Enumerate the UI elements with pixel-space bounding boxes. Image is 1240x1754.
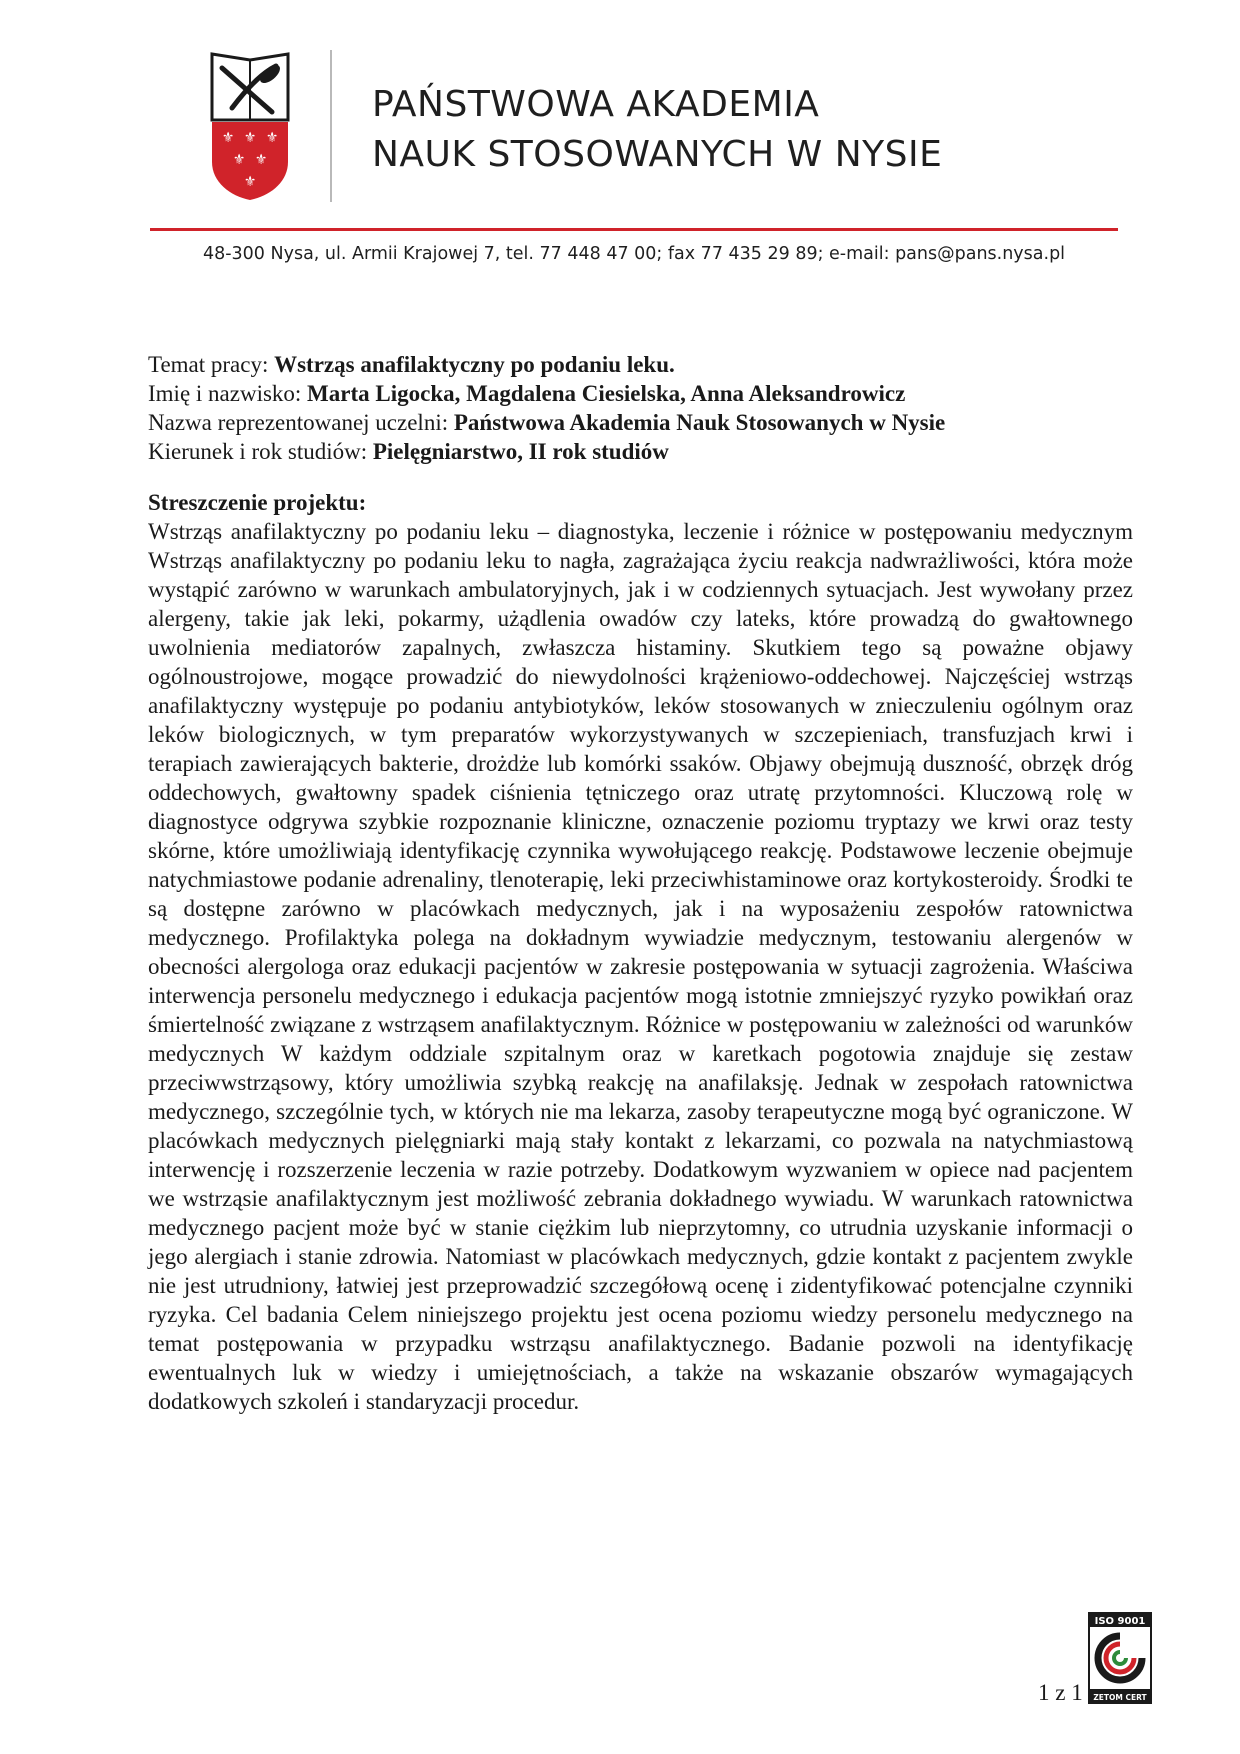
svg-text:⚜: ⚜ xyxy=(232,152,246,168)
iso-badge-bottom-text: ZETOM CERT xyxy=(1093,1693,1147,1702)
authors-value: Marta Ligocka, Magdalena Ciesielska, Anna Aleksandrowicz xyxy=(307,381,906,406)
svg-text:⚜: ⚜ xyxy=(254,152,268,168)
crest-icon xyxy=(210,50,290,200)
authors-label: Imię i nazwisko: xyxy=(148,381,308,406)
topic-value: Wstrząs anafilaktyczny po podaniu leku. xyxy=(274,352,675,377)
svg-text:⚜: ⚜ xyxy=(243,174,257,190)
university-line xyxy=(148,408,1128,437)
institution-name-line2: NAUK STOSOWANYCH W NYSIE xyxy=(372,134,943,175)
contact-line: 48-300 Nysa, ul. Armii Krajowej 7, tel. 77 448 47 00; fax 77 435 29 89; e-mail: pans@pans.nysa.pl xyxy=(202,244,1066,264)
summary-body: Wstrząs anafilaktyczny po podaniu leku – diagnostyka, leczenie i różnice w postępowaniu medycznym Wstrząs anafilaktyczny po podaniu leku to nagła, zagrażająca życiu reakcja nadwrażliwości, która może wystąpić zarówno w warunkach ambulatoryjnych, jak i w codziennych sytuacjach. Jest wywołany przez alergeny, takie jak leki, pokarmy, użądlenia owadów czy lateks, które prowadzą do gwałtownego uwolnienia mediatorów zapalnych, zwłaszcza histaminy. Skutkiem tego są poważne objawy ogólnoustrojowe, mogące prowadzić do niewydolności krążeniowo-oddechowej. Najczęściej wstrząs anafilaktyczny występuje po podaniu antybiotyków, leków stosowanych w znieczuleniu ogólnym oraz leków biologicznych, w tym preparatów wykorzystywanych w szczepieniach, transfuzjach krwi i terapiach zawierających bakterie, drożdże lub komórki ssaków. Objawy obejmują duszność, obrzęk dróg oddechowych, gwałtowny spadek ciśnienia tętniczego oraz utratę przytomności. Kluczową rolę w diagnostyce odgrywa szybkie rozpoznanie kliniczne, oznaczenie poziomu tryptazy we krwi oraz testy skórne, które umożliwiają identyfikację czynnika wywołującego reakcję. Podstawowe leczenie obejmuje natychmiastowe podanie adrenaliny, tlenoterapię, leki przeciwhistaminowe oraz kortykosteroidy. Środki te są dostępne zarówno w placówkach medycznych, jak i na wyposażeniu zespołów ratownictwa medycznego. Profilaktyka polega na dokładnym wywiadzie medycznym, testowaniu alergenów w obecności alergologa oraz edukacji pacjentów w zakresie postępowania w sytuacji zagrożenia. Właściwa interwencja personelu medycznego i edukacja pacjentów mogą istotnie zmniejszyć ryzyko powikłań oraz śmiertelność związane z wstrząsem anafilaktycznym. Różnice w postępowaniu w zależności od warunków medycznych W każdym oddziale szpitalnym oraz w karetkach pogotowia znajduje się zestaw przeciwwstrząsowy, który umożliwia szybką reakcję na anafilaksję. Jednak w zespołach ratownictwa medycznego, szczególnie tych, w których nie ma lekarza, zasoby terapeutyczne mogą być ograniczone. W placówkach medycznych pielęgniarki mają stały kontakt z lekarzami, co pozwala na natychmiastową interwencję i rozszerzenie leczenia w razie potrzeby. Dodatkowym wyzwaniem w opiece nad pacjentem we wstrząsie anafilaktycznym jest możliwość zebrania dokładnego wywiadu. W warunkach ratownictwa medycznego pacjent może być w stanie ciężkim lub nieprzytomny, co utrudnia uzyskanie informacji o jego alergiach i stanie zdrowia. Natomiast w placówkach medycznych, gdzie kontakt z pacjentem zwykle nie jest utrudniony, łatwiej jest przeprowadzić szczegółową ocenę i zidentyfikować potencjalne czynniki ryzyka. Cel badania Celem niniejszego projektu jest ocena poziomu wiedzy personelu medycznego na temat postępowania w przypadku wstrząsu anafilaktycznego. Badanie pozwoli na identyfikację ewentualnych luk w wiedzy i umiejętnościach, a także na wskazanie obszarów wymagających dodatkowych szkoleń i standaryzacji procedur. xyxy=(148,519,1133,1414)
summary-heading: Streszczenie projektu: xyxy=(148,490,367,515)
svg-text:⚜: ⚜ xyxy=(221,130,235,146)
topic-line xyxy=(148,350,1128,379)
project-metadata xyxy=(148,350,1128,466)
field-line xyxy=(148,437,1128,466)
field-value: Pielęgniarstwo, II rok studiów xyxy=(372,439,669,464)
institution-name-line1: PAŃSTWOWA AKADEMIA xyxy=(372,84,820,125)
header-divider xyxy=(330,50,332,202)
iso-certificate-icon xyxy=(1088,1612,1152,1704)
institution-name xyxy=(372,80,942,180)
university-label: Nazwa reprezentowanej uczelni: xyxy=(148,410,454,435)
iso-badge-top-text: ISO 9001 xyxy=(1094,1616,1146,1627)
field-label: Kierunek i rok studiów: xyxy=(148,439,373,464)
authors-line xyxy=(148,379,1128,408)
header-red-rule xyxy=(150,228,1118,231)
svg-text:⚜: ⚜ xyxy=(243,130,257,146)
topic-label: Temat pracy: xyxy=(148,352,275,377)
page-number: 1 z 1 xyxy=(1038,1680,1083,1705)
university-value: Państwowa Akademia Nauk Stosowanych w Nysie xyxy=(453,410,946,435)
svg-text:⚜: ⚜ xyxy=(265,130,279,146)
